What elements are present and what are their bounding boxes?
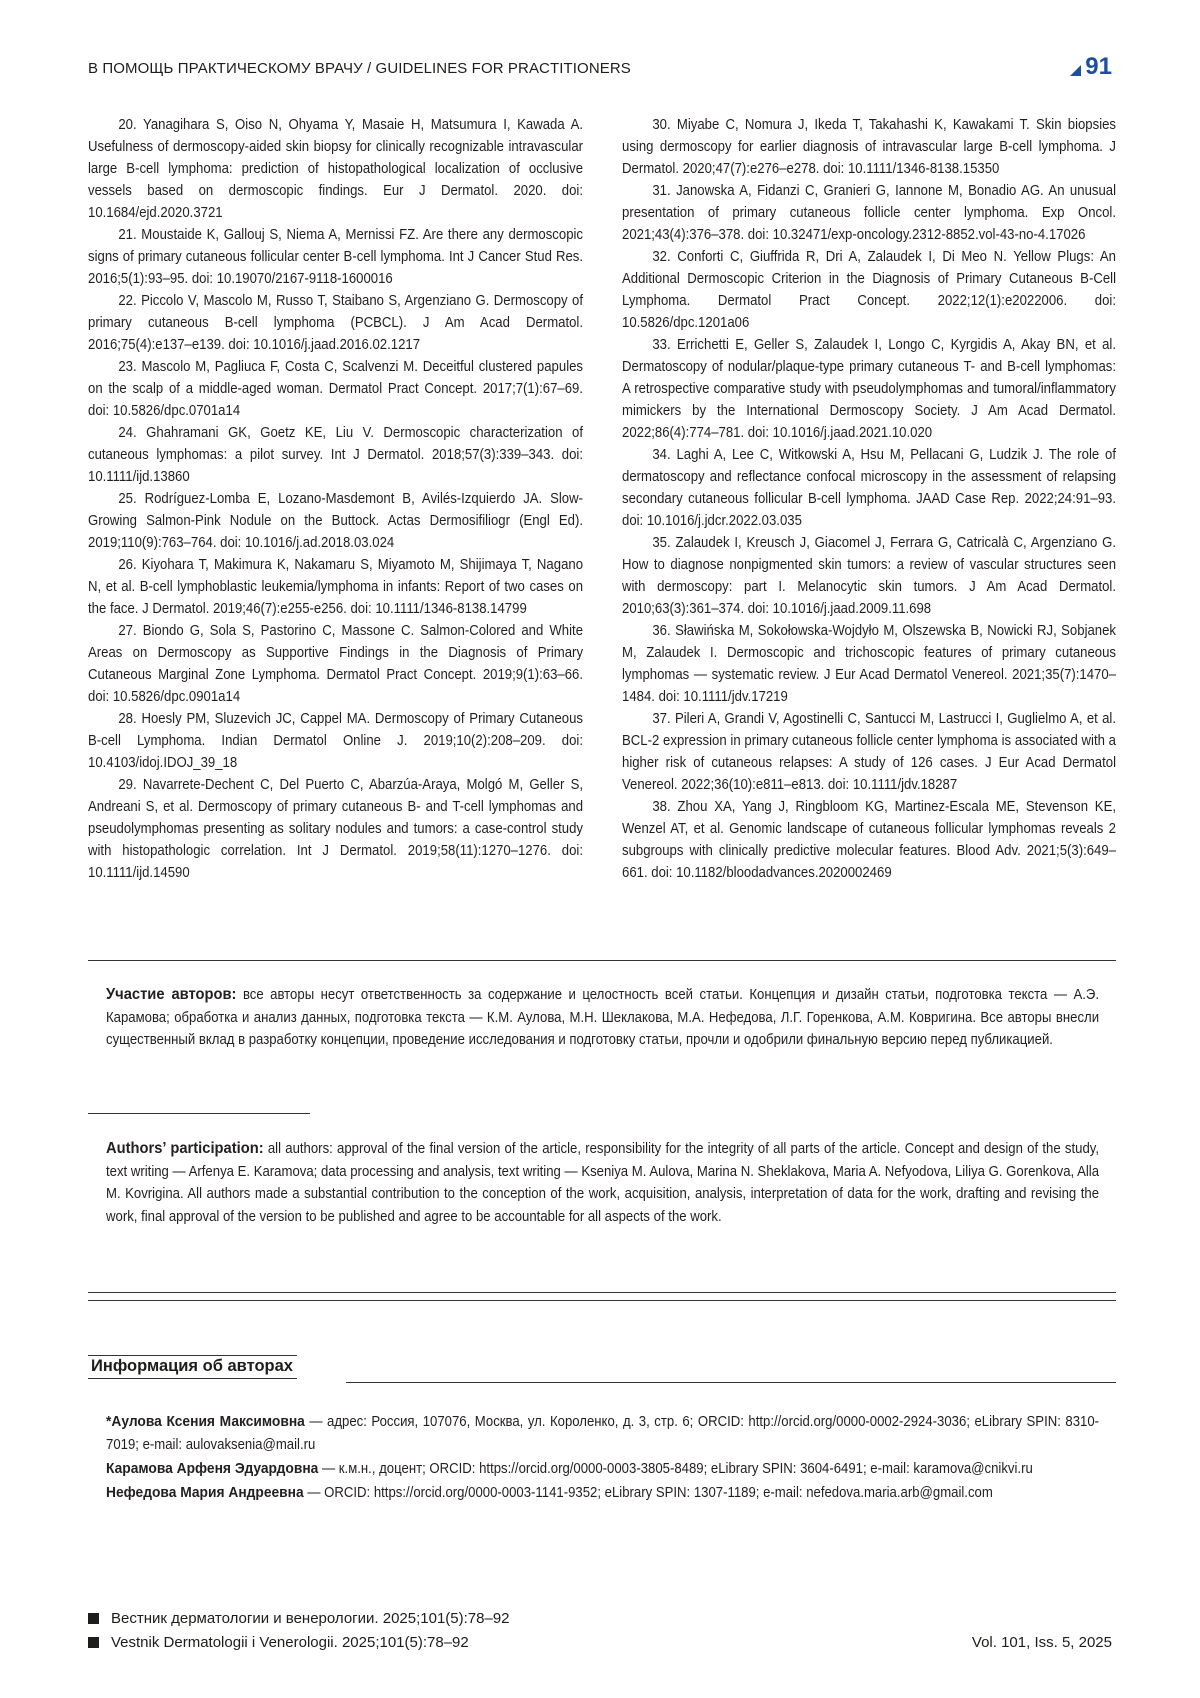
reference-22: 22. Piccolo V, Mascolo M, Russo T, Staibano S, Argenziano G. Dermoscopy of primary cutaneous B-cell lymphoma (PCBCL). J Am Acad Dermatol. 2016;75(4):e137–e139. doi: 10.1016/j.jaad.2016.02.1217	[88, 293, 584, 353]
author-entry	[106, 1481, 1099, 1505]
author-name: Нефедова Мария Андреевна	[106, 1484, 304, 1501]
participation-en-text: all authors: approval of the final version of the article, responsibility for the integrity of all parts of the article. Concept and design of the study, text writing — Arfenya E. Karamova; data processing and analysis, text writing — Kseniya M. Aulova, Marina N. Sheklakova, Maria A. Nefyodova, Liliya G. Gorenkova, Alla M. Kovrigina. All authors made a substantial contribution to the conception of the work, acquisition, analysis, interpretation of data for the work, drafting and revising the work, final approval of the version to be published and agree to be accountable for all aspects of the work.	[106, 1141, 1100, 1225]
reference-24: 24. Ghahramani GK, Goetz KE, Liu V. Dermoscopic characterization of cutaneous lymphomas: a pilot survey. Int J Dermatol. 2018;57(3):339–343. doi: 10.1111/ijd.13860	[88, 425, 584, 485]
author-details: — адрес: Россия, 107076, Москва, ул. Короленко, д. 3, стр. 6; ORCID: http://orcid.org/0000-0002-2924-3036; eLibrary SPIN: 8310-7019; e-mail: aulovaksenia@mail.ru	[106, 1414, 1100, 1453]
divider-double-2	[88, 1300, 1116, 1301]
reference-38: 38. Zhou XA, Yang J, Ringbloom KG, Martinez-Escala ME, Stevenson KE, Wenzel AT, et al. Genomic landscape of cutaneous follicular lymphomas reveals 2 subgroups with clinically predictive molecular features. Blood Adv. 2021;5(3):649–661. doi: 10.1182/bloodadvances.2020002469	[622, 799, 1117, 881]
square-bullet-icon	[88, 1613, 99, 1624]
reference-32: 32. Conforti C, Giuffrida R, Dri A, Zalaudek I, Di Meo N. Yellow Plugs: An Additional Dermoscopic Criterion in the Diagnosis of Primary Cutaneous B-Cell Lymphoma. Dermatol Pract Concept. 2022;12(1):e2022006. doi: 10.5826/dpc.1201a06	[622, 249, 1117, 331]
author-name: Карамова Арфеня Эдуардовна	[106, 1460, 319, 1477]
reference-34: 34. Laghi A, Lee C, Witkowski A, Hsu M, Pellacani G, Ludzik J. The role of dermatoscopy and reflectance confocal microscopy in the assessment of relapsing secondary cutaneous follicular B-cell lymphoma. JAAD Case Rep. 2022;24:91–93. doi: 10.1016/j.jdcr.2022.03.035	[622, 447, 1117, 529]
divider-top	[88, 960, 1116, 961]
reference-23: 23. Mascolo M, Pagliuca F, Costa C, Scalvenzi M. Deceitful clustered papules on the scalp of a middle-aged woman. Dermatol Pract Concept. 2017;7(1):67–69. doi: 10.5826/dpc.0701a14	[88, 359, 584, 419]
reference-36: 36. Sławińska M, Sokołowska-Wojdyło M, Olszewska B, Nowicki RJ, Sobjanek M, Zalaudek I. Dermoscopic and trichoscopic features of primary cutaneous lymphomas — systematic review. J Eur Acad Dermatol Venereol. 2021;35(7):1470–1484. doi: 10.1111/jdv.17219	[622, 623, 1117, 705]
page-number-value: 91	[1085, 53, 1112, 80]
participation-ru-text: все авторы несут ответственность за содержание и целостность всей статьи. Концепция и дизайн статьи, подготовка текста — А.Э. Карамова; обработка и анализ данных, подготовка текста — К.М. Аулова, М.Н. Шеклакова, М.А. Нефедова, Л.Г. Горенкова, А.М. Ковригина. Все авторы внесли существенный вклад в разработку концепции, проведение исследования и подготовку статьи, прочли и одобрили финальную версию перед публикацией.	[106, 987, 1100, 1048]
square-bullet-icon	[88, 1637, 99, 1648]
footer-journal-ru	[88, 1610, 510, 1627]
reference-37: 37. Pileri A, Grandi V, Agostinelli C, Santucci M, Lastrucci I, Guglielmo A, et al. BCL-2 expression in primary cutaneous follicle center lymphoma is associated with a higher risk of cutaneous relapses: A study of 126 cases. J Eur Acad Dermatol Venereol. 2022;36(10):e811–e813. doi: 10.1111/jdv.18287	[622, 711, 1117, 793]
footer-volume: Vol. 101, Iss. 5, 2025	[971, 1634, 1112, 1651]
reference-26: 26. Kiyohara T, Makimura K, Nakamaru S, Miyamoto M, Shijimaya T, Nagano N, et al. B-cell lymphoblastic leukemia/lymphoma in infants: Report of two cases on the face. J Dermatol. 2019;46(7):e255-e256. doi: 10.1111/1346-8138.14799	[88, 557, 584, 617]
reference-28: 28. Hoesly PM, Sluzevich JC, Cappel MA. Dermoscopy of Primary Cutaneous B-cell Lymphoma. Indian Dermatol Online J. 2019;10(2):208–209. doi: 10.4103/idoj.IDOJ_39_18	[88, 711, 584, 771]
footer-journal-en-text: Vestnik Dermatologii i Venerologii. 2025;101(5):78–92	[111, 1634, 469, 1651]
references-left-column	[88, 114, 583, 884]
footer-journal-ru-text: Вестник дерматологии и венерологии. 2025;101(5):78–92	[111, 1610, 510, 1627]
reference-29: 29. Navarrete-Dechent C, Del Puerto C, Abarzúa-Araya, Molgó M, Geller S, Andreani S, et al. Dermoscopy of primary cutaneous B- and T-cell lymphomas and pseudolymphomas presenting as solitary nodules and tumors: a case-control study with histopathologic correlation. Int J Dermatol. 2019;58(11):1270–1276. doi: 10.1111/ijd.14590	[88, 777, 584, 881]
reference-20: 20. Yanagihara S, Oiso N, Ohyama Y, Masaie H, Matsumura I, Kawada A. Usefulness of dermoscopy-aided skin biopsy for clinically recognizable intravascular large B-cell lymphoma: prediction of histopathological localization of occlusive vessels based on dermoscopic findings. Eur J Dermatol. 2020. doi: 10.1684/ejd.2020.3721	[88, 117, 584, 221]
author-details: — ORCID: https://orcid.org/0000-0003-1141-9352; eLibrary SPIN: 1307-1189; e-mail: nefedova.maria.arb@gmail.com	[303, 1485, 993, 1501]
reference-25: 25. Rodríguez-Lomba E, Lozano-Masdemont B, Avilés-Izquierdo JA. Slow-Growing Salmon-Pink Nodule on the Buttock. Actas Dermosifiliogr (Engl Ed). 2019;110(9):763–764. doi: 10.1016/j.ad.2018.03.024	[88, 491, 584, 551]
reference-30: 30. Miyabe C, Nomura J, Ikeda T, Takahashi K, Kawakami T. Skin biopsies using dermoscopy for earlier diagnosis of intravascular large B-cell lymphoma. J Dermatol. 2020;47(7):e276–e278. doi: 10.1111/1346-8138.15350	[622, 117, 1117, 177]
corner-triangle-icon	[1070, 65, 1081, 76]
divider-double-1	[88, 1292, 1116, 1293]
participation-ru	[106, 984, 1099, 1052]
author-entry	[106, 1457, 1099, 1481]
running-title: В ПОМОЩЬ ПРАКТИЧЕСКОМУ ВРАЧУ / GUIDELINES FOR PRACTITIONERS	[88, 60, 631, 77]
reference-31: 31. Janowska A, Fidanzi C, Granieri G, Iannone M, Bonadio AG. An unusual presentation of primary cutaneous follicle center lymphoma. Exp Oncol. 2021;43(4):376–378. doi: 10.32471/exp-oncology.2312-8852.vol-43-no-4.17026	[622, 183, 1117, 243]
author-info-heading-line	[346, 1382, 1116, 1383]
reference-21: 21. Moustaide K, Gallouj S, Niema A, Mernissi FZ. Are there any dermoscopic signs of primary cutaneous follicular center B-cell lymphoma. Int J Cancer Stud Res. 2016;5(1):93–95. doi: 10.19070/2167-9118-1600016	[88, 227, 584, 287]
divider-short	[88, 1113, 310, 1114]
reference-33: 33. Errichetti E, Geller S, Zalaudek I, Longo C, Kyrgidis A, Akay BN, et al. Dermatoscopy of nodular/plaque-type primary cutaneous T- and B-cell lymphomas: A retrospective comparative study with pseudolymphomas and tumoral/inflammatory mimickers by the International Dermoscopy Society. J Am Acad Dermatol. 2022;86(4):774–781. doi: 10.1016/j.jaad.2021.10.020	[622, 337, 1117, 441]
author-info-list	[106, 1410, 1099, 1505]
page-number	[1070, 53, 1112, 81]
author-details: — к.м.н., доцент; ORCID: https://orcid.org/0000-0003-3805-8489; eLibrary SPIN: 3604-6491; e-mail: karamova@cnikvi.ru	[318, 1461, 1033, 1477]
reference-27: 27. Biondo G, Sola S, Pastorino C, Massone C. Salmon-Colored and White Areas on Dermoscopy as Supportive Findings in the Diagnosis of Primary Cutaneous Marginal Zone Lymphoma. Dermatol Pract Concept. 2019;9(1):63–66. doi: 10.5826/dpc.0901a14	[88, 623, 584, 705]
reference-35: 35. Zalaudek I, Kreusch J, Giacomel J, Ferrara G, Catricalà C, Argenziano G. How to diagnose nonpigmented skin tumors: a review of vascular structures seen with dermoscopy: part I. Melanocytic skin tumors. J Am Acad Dermatol. 2010;63(3):361–374. doi: 10.1016/j.jaad.2009.11.698	[622, 535, 1117, 617]
author-info-heading: Информация об авторах	[88, 1355, 297, 1379]
participation-en-label: Authors’ participation:	[106, 1140, 264, 1157]
participation-en	[106, 1138, 1099, 1228]
footer-journal-en	[88, 1634, 469, 1651]
author-entry	[106, 1410, 1099, 1457]
participation-ru-label: Участие авторов:	[106, 986, 237, 1003]
references-right-column	[622, 114, 1116, 884]
author-name: *Аулова Ксения Максимовна	[106, 1413, 305, 1430]
